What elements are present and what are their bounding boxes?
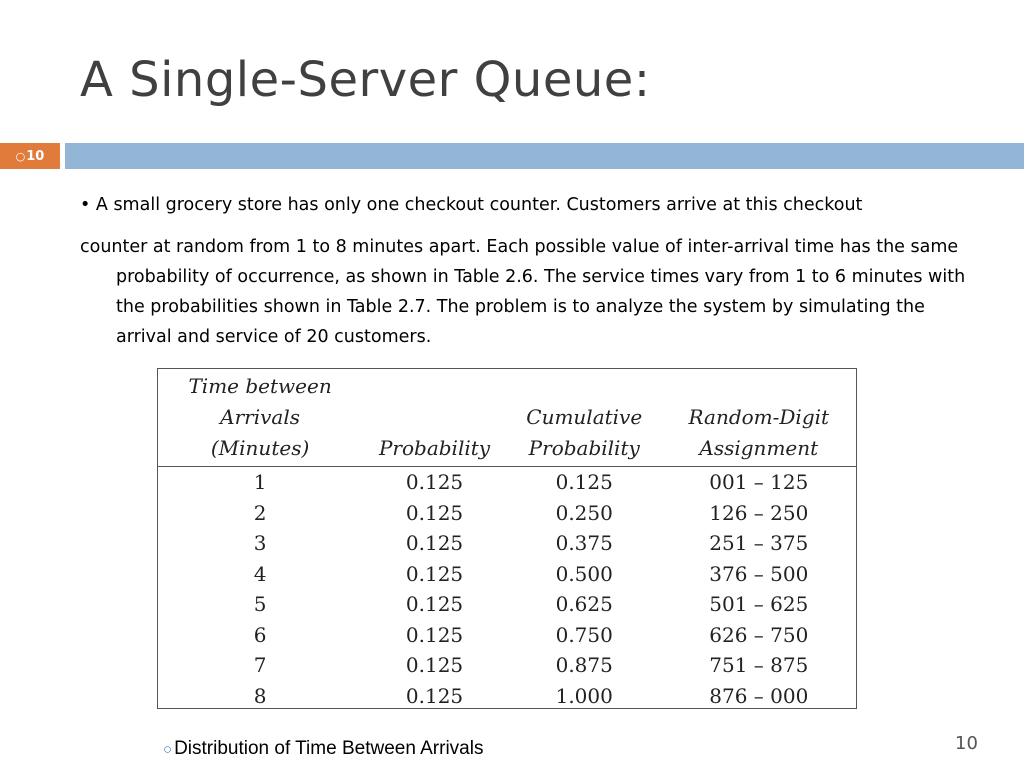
cell-cumulative: 0.625 <box>555 592 613 617</box>
ring-bullet-icon: ○ <box>163 741 173 758</box>
badge-number: 10 <box>26 148 45 164</box>
header-bar <box>0 143 1024 169</box>
cell-probability: 0.125 <box>405 531 464 556</box>
cell-random-digits: 751 – 875 <box>709 653 809 678</box>
cell-random-digits: 126 – 250 <box>709 500 809 525</box>
cell-random-digits: 626 – 750 <box>709 622 809 647</box>
body-first-line-text: A small grocery store has only one checkout counter. Customers arrive at this checkout <box>95 195 863 215</box>
ring-bullet-icon: ○ <box>15 149 26 163</box>
cell-minutes: 4 <box>253 561 267 586</box>
cell-cumulative: 0.750 <box>555 622 613 647</box>
table-caption <box>163 738 483 760</box>
header-probability: Probability <box>362 369 507 467</box>
cell-probability: 0.125 <box>405 561 464 586</box>
slide-body <box>80 190 980 352</box>
table-row <box>158 620 856 651</box>
cell-random-digits: 876 – 000 <box>709 683 809 708</box>
table-row <box>158 681 856 712</box>
cell-probability: 0.125 <box>405 653 464 678</box>
cell-random-digits: 001 – 125 <box>709 470 809 495</box>
cell-probability: 0.125 <box>405 470 464 495</box>
cell-minutes: 7 <box>253 653 267 678</box>
cell-minutes: 8 <box>253 683 267 708</box>
slide-number-badge <box>0 143 60 169</box>
cell-random-digits: 501 – 625 <box>709 592 809 617</box>
cell-cumulative: 0.375 <box>555 531 613 556</box>
cell-cumulative: 0.875 <box>555 653 613 678</box>
cell-minutes: 2 <box>253 500 267 525</box>
table-row <box>158 498 856 529</box>
page-number: 10 <box>955 733 978 754</box>
cell-probability: 0.125 <box>405 500 464 525</box>
table-row <box>158 589 856 620</box>
body-paragraph: counter at random from 1 to 8 minutes apart. Each possible value of inter-arrival time has the same probability of occurrence, as shown in Table 2.6. The service times vary from 1 to 6 minutes with the probabilities shown in Table 2.7. The problem is to analyze the system by simulating the arrival and service of 20 customers. <box>80 237 966 347</box>
cell-cumulative: 0.250 <box>555 500 613 525</box>
cell-minutes: 3 <box>253 531 267 556</box>
cell-random-digits: 376 – 500 <box>709 561 809 586</box>
cell-minutes: 1 <box>253 470 267 495</box>
cell-cumulative: 0.125 <box>555 470 613 495</box>
table-row <box>158 467 856 498</box>
cell-probability: 0.125 <box>405 592 464 617</box>
table-row <box>158 650 856 681</box>
cell-minutes: 5 <box>253 592 267 617</box>
header-time-between-arrivals: Time between Arrivals (Minutes) <box>158 369 362 467</box>
cell-cumulative: 0.500 <box>555 561 613 586</box>
distribution-table-container <box>157 368 857 709</box>
table-row <box>158 559 856 590</box>
header-random-digit-assignment: Random-Digit Assignment <box>662 369 856 467</box>
distribution-table <box>158 369 856 711</box>
header-cumulative-probability: Cumulative Probability <box>507 369 662 467</box>
bullet-icon: • <box>80 195 91 215</box>
cell-probability: 0.125 <box>405 622 464 647</box>
cell-random-digits: 251 – 375 <box>709 531 809 556</box>
table-row <box>158 528 856 559</box>
blue-divider-bar <box>65 143 1024 169</box>
caption-text: Distribution of Time Between Arrivals <box>174 738 484 759</box>
slide-title: A Single-Server Queue: <box>80 52 651 108</box>
table-header-row <box>158 369 856 467</box>
body-first-line <box>80 190 980 220</box>
cell-cumulative: 1.000 <box>555 683 613 708</box>
cell-minutes: 6 <box>253 622 267 647</box>
cell-probability: 0.125 <box>405 683 464 708</box>
